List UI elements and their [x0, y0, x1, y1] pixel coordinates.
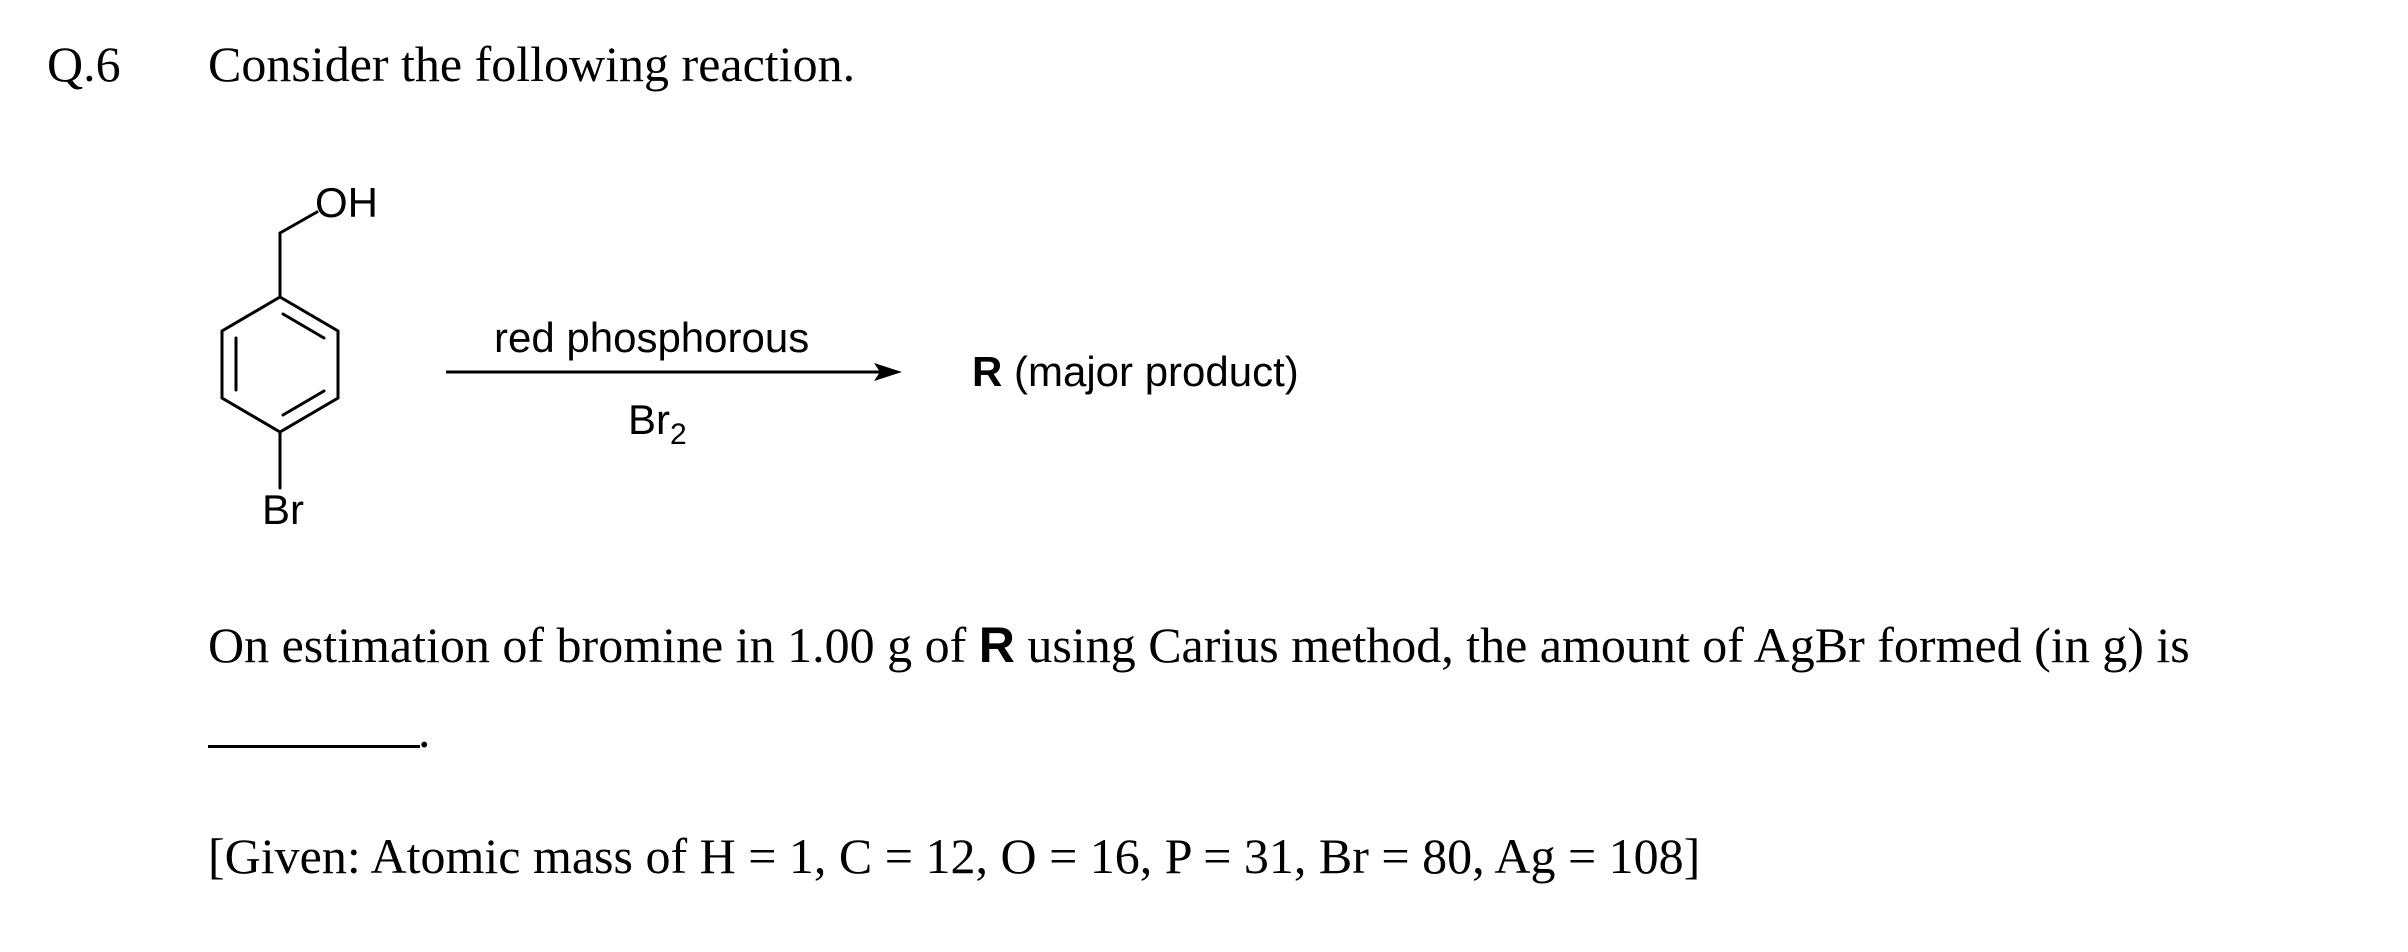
reagent-above: red phosphorous — [494, 314, 810, 361]
oh-bond — [280, 212, 317, 233]
br-label: Br — [262, 486, 304, 533]
question-number: Q.6 — [47, 36, 121, 92]
body-symbol: R — [978, 617, 1015, 673]
body-text-before: On estimation of bromine in 1.00 g of — [208, 617, 979, 673]
product-note-space — [1002, 348, 1014, 395]
answer-blank — [208, 745, 420, 748]
product-label — [972, 348, 1299, 395]
oh-label: OH — [315, 179, 378, 226]
reagent-below-subscript: 2 — [670, 418, 687, 451]
question-stem: Consider the following reaction. — [208, 36, 856, 92]
product-symbol: R — [972, 348, 1003, 395]
question-body — [208, 615, 2190, 675]
reagent-below — [628, 396, 687, 451]
answer-blank-period: . — [418, 702, 431, 758]
product-note: (major product) — [1014, 348, 1299, 395]
reaction-arrow — [446, 363, 902, 381]
benzene-ring — [222, 297, 338, 432]
given-data: [Given: Atomic mass of H = 1, C = 12, O = 16, P = 31, Br = 80, Ag = 108] — [208, 828, 1701, 884]
reagent-below-base: Br — [628, 396, 670, 443]
body-text-after: using Carius method, the amount of AgBr formed (in g) is — [1014, 617, 2190, 673]
reactant-structure — [222, 212, 338, 488]
